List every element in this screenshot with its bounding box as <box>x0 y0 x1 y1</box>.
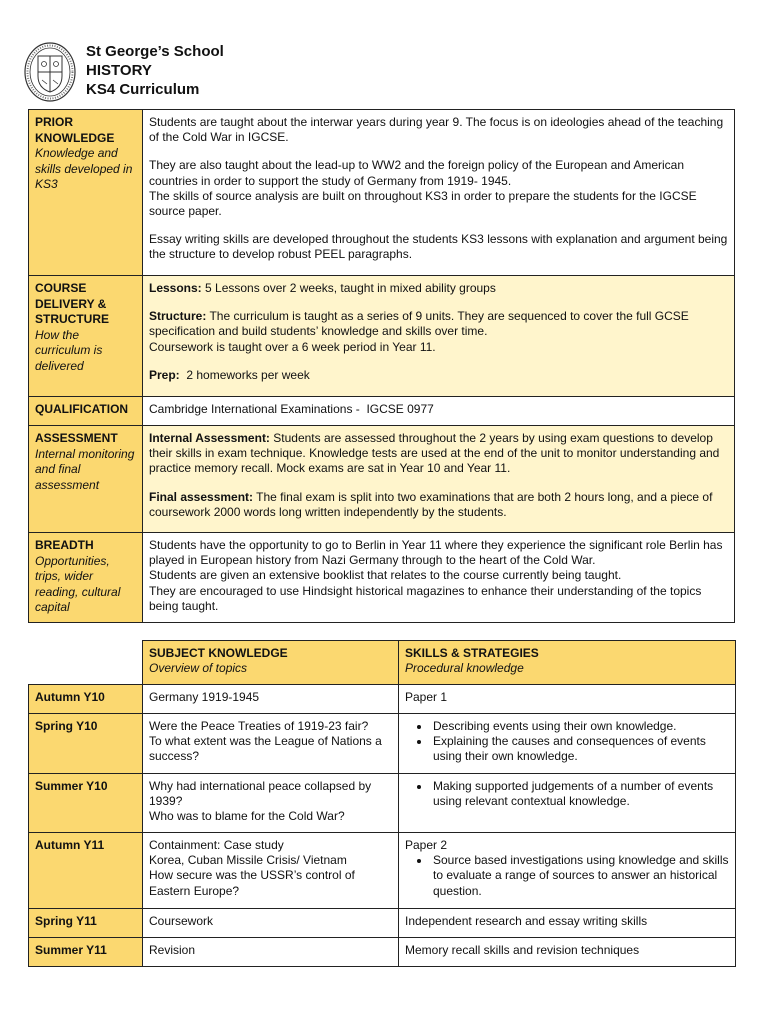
skill-bullet: • Making supported judgements of a number of events using relevant contextual knowledge. <box>431 779 729 809</box>
knowledge-line: Who was to blame for the Cold War? <box>149 809 345 824</box>
knowledge-line: Were the Peace Treaties of 1919-23 fair? <box>149 719 369 733</box>
table-row <box>29 774 736 833</box>
knowledge-line: Germany 1919-1945 <box>149 690 260 704</box>
subject-title: HISTORY <box>86 62 152 79</box>
prior-knowledge-content <box>143 110 735 276</box>
term-label: Summer Y10 <box>29 774 143 833</box>
final-assessment-label: Final assessment: <box>149 489 254 504</box>
structure-label: Structure: <box>149 309 207 324</box>
school-crest-icon <box>24 42 76 102</box>
plan-header-row <box>29 641 736 685</box>
subject-knowledge-subtitle: Overview of topics <box>149 661 248 676</box>
prior-paragraph-2a: They are also taught about the lead-up to WW2 and the foreign policy of the European and American countries in order to support the study of Germany from 1919- 1945. <box>149 158 685 188</box>
qualification-title: QUALIFICATION <box>35 402 129 416</box>
skills-strategies-title: SKILLS & STRATEGIES <box>405 646 539 660</box>
table-row <box>29 685 736 714</box>
qualification-content <box>143 397 735 426</box>
skills-text: Paper 2 <box>405 838 448 852</box>
prep-label: Prep: <box>149 367 180 382</box>
curriculum-overview-table <box>28 109 735 623</box>
skills-strategies-header <box>399 641 736 685</box>
skills-cell <box>399 938 736 967</box>
skills-cell <box>399 685 736 714</box>
breadth-content <box>143 533 735 623</box>
internal-assessment-text: Students are assessed throughout the 2 years by using exam questions to develop their skills in exam technique. Knowledge tests are used at the end of the unit to monitor understanding and practice memory recall. Mock exams are sat in Year 10 and Year 11. <box>149 431 720 476</box>
final-assessment-text: The final exam is split into two examinations that are both 2 hours long, and a piece of coursework 2000 words long written independently by the students. <box>149 489 713 519</box>
skills-cell <box>399 833 736 909</box>
breadth-label <box>29 533 143 623</box>
qualification-text: Cambridge International Examinations - IGCSE 0977 <box>149 402 434 416</box>
qualification-row <box>29 397 735 426</box>
qualification-label <box>29 397 143 426</box>
knowledge-line: Coursework <box>149 914 214 928</box>
knowledge-line: Korea, Cuban Missile Crisis/ Vietnam <box>149 853 347 868</box>
course-delivery-label <box>29 276 143 397</box>
skills-strategies-subtitle: Procedural knowledge <box>405 661 524 676</box>
skill-bullet: • Source based investigations using knowledge and skills to evaluate a range of sources to answer an historical question. <box>431 853 729 899</box>
table-row <box>29 909 736 938</box>
assessment-label <box>29 426 143 533</box>
skills-text: Independent research and essay writing skills <box>405 914 648 928</box>
long-term-plan-table <box>28 640 736 967</box>
term-label: Spring Y11 <box>29 909 143 938</box>
prior-title-line1: PRIOR <box>35 115 74 129</box>
curriculum-title: KS4 Curriculum <box>86 81 200 98</box>
knowledge-line: Revision <box>149 943 196 957</box>
prior-subtitle: Knowledge and skills developed in KS3 <box>35 146 133 191</box>
knowledge-line: Why had international peace collapsed by 1939? <box>149 779 372 809</box>
prior-title-line2: KNOWLEDGE <box>35 130 115 145</box>
term-label: Autumn Y11 <box>29 833 143 909</box>
coursework-text: Coursework is taught over a 6 week period in Year 11. <box>149 339 436 354</box>
structure-text: The curriculum is taught as a series of 9 units. They are sequenced to cover the full GCSE specification and build students’ knowledge and skills over time. <box>149 309 689 339</box>
skills-cell <box>399 774 736 833</box>
course-delivery-row <box>29 276 735 397</box>
subject-knowledge-header <box>143 641 399 685</box>
knowledge-cell <box>143 909 399 938</box>
prior-paragraph-3: Essay writing skills are developed throughout the students KS3 lessons with explanation and argument being the structure to develop robust PEEL paragraphs. <box>149 232 728 262</box>
delivery-title: COURSE DELIVERY & STRUCTURE <box>35 281 109 326</box>
breadth-subtitle: Opportunities, trips, wider reading, cultural capital <box>35 553 121 614</box>
school-name: St George’s School <box>86 43 224 60</box>
skills-cell <box>399 714 736 774</box>
assessment-title: ASSESSMENT <box>35 431 118 445</box>
internal-assessment-label: Internal Assessment: <box>149 431 270 445</box>
table-row <box>29 938 736 967</box>
knowledge-cell <box>143 833 399 909</box>
lessons-text: 5 Lessons over 2 weeks, taught in mixed ability groups <box>201 281 496 295</box>
knowledge-cell <box>143 938 399 967</box>
breadth-line-1: Students have the opportunity to go to Berlin in Year 11 where they experience the significant role Berlin has played in European history from Nazi Germany through to the heart of the Cold War. <box>149 538 723 568</box>
knowledge-cell <box>143 714 399 774</box>
breadth-line-3: They are encouraged to use Hindsight historical magazines to enhance their understanding of the topics being taught. <box>149 583 702 613</box>
term-label: Autumn Y10 <box>29 685 143 714</box>
table-row <box>29 714 736 774</box>
breadth-line-2: Students are given an extensive booklist that relates to the course currently being taught. <box>149 568 622 583</box>
table-row <box>29 833 736 909</box>
breadth-title: BREADTH <box>35 538 94 552</box>
knowledge-cell <box>143 685 399 714</box>
assessment-subtitle: Internal monitoring and final assessment <box>35 446 135 492</box>
term-label: Summer Y11 <box>29 938 143 967</box>
lessons-label: Lessons: <box>149 281 202 295</box>
delivery-subtitle: How the curriculum is delivered <box>35 327 103 373</box>
prior-paragraph-2b: The skills of source analysis are built on throughout KS3 in order to prepare the students for the IGCSE source paper. <box>149 188 697 219</box>
plan-corner-cell <box>29 641 143 685</box>
skill-bullet: • Explaining the causes and consequences of events using their own knowledge. <box>431 734 729 764</box>
knowledge-cell <box>143 774 399 833</box>
knowledge-line: To what extent was the League of Nations a success? <box>149 734 382 764</box>
breadth-row <box>29 533 735 623</box>
prior-knowledge-row <box>29 110 735 276</box>
skills-text: Paper 1 <box>405 690 448 704</box>
subject-knowledge-title: SUBJECT KNOWLEDGE <box>149 646 288 660</box>
knowledge-line: Containment: Case study <box>149 838 284 852</box>
course-delivery-content <box>143 276 735 397</box>
skills-cell <box>399 909 736 938</box>
prep-text: 2 homeworks per week <box>179 367 310 382</box>
term-label: Spring Y10 <box>29 714 143 774</box>
assessment-row <box>29 426 735 533</box>
skill-bullet: • Describing events using their own knowledge. <box>431 719 729 734</box>
skills-text: Memory recall skills and revision techniques <box>405 943 640 957</box>
prior-paragraph-1: Students are taught about the interwar years during year 9. The focus is on ideologies ahead of the teaching of the Cold War in IGCSE. <box>149 115 724 145</box>
page-header <box>24 40 724 104</box>
prior-knowledge-label <box>29 110 143 276</box>
assessment-content <box>143 426 735 533</box>
knowledge-line: How secure was the USSR’s control of Eastern Europe? <box>149 868 355 898</box>
